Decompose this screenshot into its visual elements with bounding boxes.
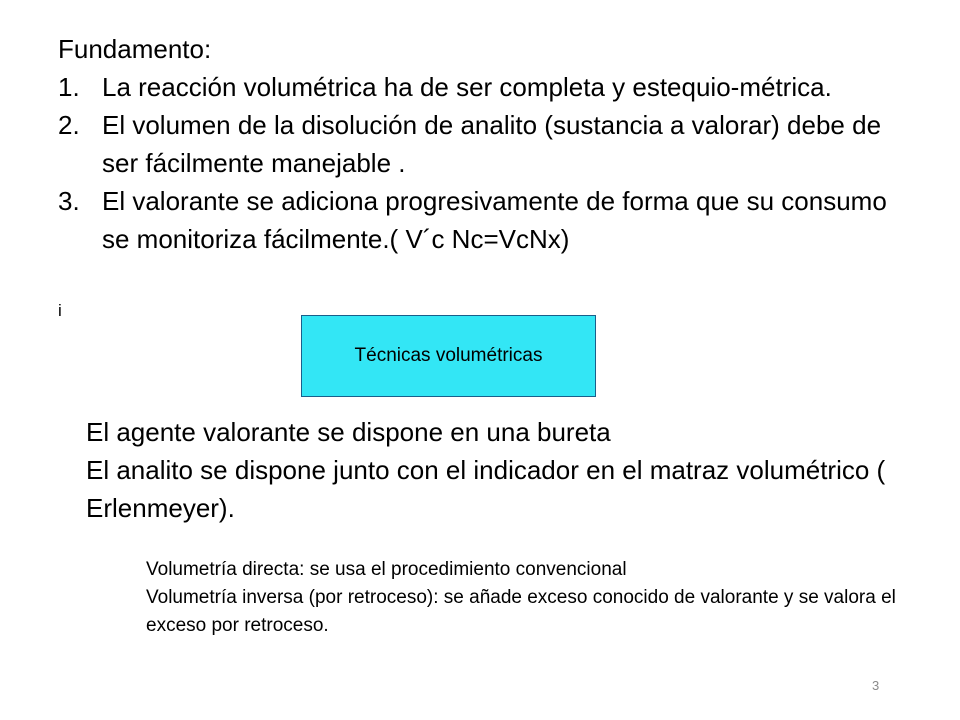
list-item	[58, 182, 918, 258]
list-text: El valorante se adiciona progresivamente de forma que su consumo se monitoriza fácilmente.( V´c Nc=VcNx)	[102, 186, 887, 254]
body-line: El analito se dispone junto con el indicador en el matraz volumétrico ( Erlenmeyer).	[86, 455, 886, 523]
note-line: Volumetría directa: se usa el procedimiento convencional	[146, 559, 627, 580]
note-line: Volumetría inversa (por retroceso): se añade exceso conocido de valorante y se valora el exceso por retroceso.	[146, 587, 896, 636]
box-label: Técnicas volumétricas	[354, 345, 543, 366]
list-number: 2.	[58, 110, 80, 140]
list-number: 1.	[58, 72, 80, 102]
body-line: El agente valorante se dispone en una bureta	[86, 417, 611, 447]
volumetric-techniques-box	[301, 315, 596, 397]
list-text: El volumen de la disolución de analito (sustancia a valorar) debe de ser fácilmente manejable .	[102, 110, 882, 178]
slide-heading: Fundamento:	[58, 34, 212, 64]
notes-text	[146, 556, 906, 640]
list-number: 3.	[58, 186, 80, 216]
list-item	[58, 68, 918, 106]
body-text	[86, 413, 906, 527]
stray-character: i	[58, 301, 62, 320]
requirements-list	[58, 68, 918, 258]
page-number: 3	[872, 678, 880, 693]
list-text: La reacción volumétrica ha de ser completa y estequio-métrica.	[102, 72, 832, 102]
list-item	[58, 106, 918, 182]
